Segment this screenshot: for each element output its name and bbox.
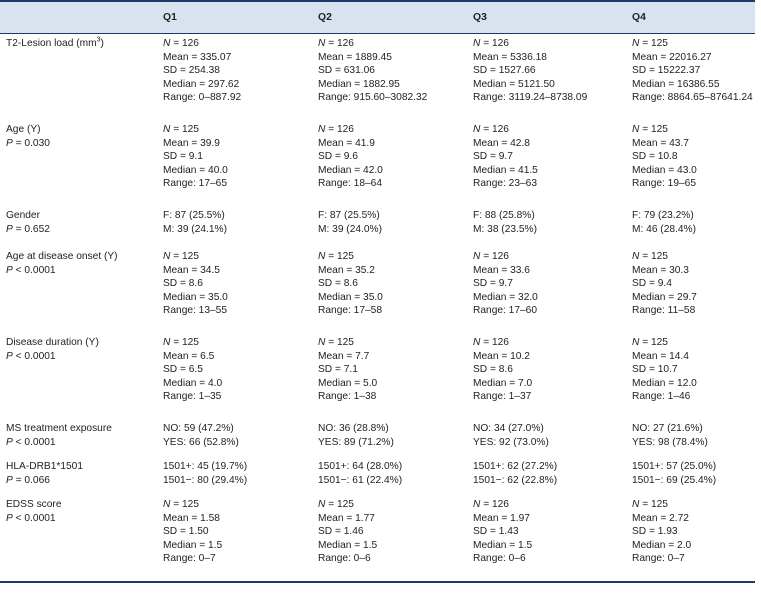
cell-line: Mean = 2.72 xyxy=(632,512,689,524)
cell-line: Mean = 34.5 xyxy=(163,264,220,276)
cell-line: N = 126 xyxy=(318,38,354,49)
cell-line: Median = 32.0 xyxy=(473,291,538,303)
cell-line: N = 125 xyxy=(632,251,668,262)
row-label-cell xyxy=(0,206,163,247)
cell-q1 xyxy=(163,206,318,247)
cell-q3 xyxy=(473,419,632,457)
cell-line: Median = 2.0 xyxy=(632,539,692,551)
cell-line: M: 38 (23.5%) xyxy=(473,223,537,235)
cell-line: N = 125 xyxy=(318,337,354,348)
cell-line: Range: 1–38 xyxy=(318,391,377,403)
cell-line: Range: 8864.65–87641.24 xyxy=(632,92,753,104)
cell-line: Range: 19–65 xyxy=(632,178,697,190)
cell-line: N = 126 xyxy=(473,251,509,262)
cell-line: Range: 17–60 xyxy=(473,305,538,317)
header-label-blank xyxy=(0,1,163,34)
cell-line: SD = 8.6 xyxy=(318,278,358,290)
cell-line: Mean = 41.9 xyxy=(318,137,375,149)
cell-q4 xyxy=(632,495,755,582)
cell-line: N = 126 xyxy=(473,124,509,135)
cell-line: N = 125 xyxy=(163,499,199,510)
cell-line: Range: 0–7 xyxy=(632,553,685,565)
cell-line: YES: 92 (73.0%) xyxy=(473,436,549,448)
cell-q4 xyxy=(632,206,755,247)
cell-line: Median = 16386.55 xyxy=(632,78,720,90)
row-label-cell xyxy=(0,120,163,206)
cell-line: SD = 9.6 xyxy=(318,151,358,163)
cell-line: Median = 29.7 xyxy=(632,291,697,303)
row-p-value: P = 0.066 xyxy=(6,474,50,486)
cell-line: YES: 98 (78.4%) xyxy=(632,436,708,448)
table-row xyxy=(0,206,755,247)
cell-line: Range: 23–63 xyxy=(473,178,538,190)
cell-line: NO: 59 (47.2%) xyxy=(163,423,234,434)
header-q3: Q3 xyxy=(473,1,632,34)
cell-q4 xyxy=(632,247,755,333)
cell-line: N = 126 xyxy=(473,337,509,348)
cell-q1 xyxy=(163,333,318,419)
cell-line: Range: 1–37 xyxy=(473,391,532,403)
cell-line: Median = 7.0 xyxy=(473,377,533,389)
row-label xyxy=(6,209,163,223)
row-label xyxy=(6,336,163,350)
cell-line: M: 39 (24.1%) xyxy=(163,223,227,235)
cell-line: Mean = 14.4 xyxy=(632,350,689,362)
cell-line: N = 126 xyxy=(163,38,199,49)
cell-q3 xyxy=(473,457,632,495)
header-row xyxy=(0,1,755,34)
cell-q2 xyxy=(318,120,473,206)
cell-line: Mean = 22016.27 xyxy=(632,51,712,63)
row-label-tail: ) xyxy=(100,38,104,49)
row-p-value: P < 0.0001 xyxy=(6,512,56,524)
cell-line: Median = 1.5 xyxy=(473,539,533,551)
cell-q4 xyxy=(632,120,755,206)
cell-line: 1501−: 62 (22.8%) xyxy=(473,474,558,486)
row-p-value: P < 0.0001 xyxy=(6,264,56,276)
row-label-cell xyxy=(0,333,163,419)
cell-line: Mean = 335.07 xyxy=(163,51,232,63)
row-label-cell xyxy=(0,495,163,582)
cell-line: Range: 0–887.92 xyxy=(163,92,242,104)
cell-line: Mean = 6.5 xyxy=(163,350,215,362)
cell-line: Range: 17–65 xyxy=(163,178,228,190)
cell-line: Median = 42.0 xyxy=(318,164,383,176)
cell-line: F: 87 (25.5%) xyxy=(163,210,225,221)
cell-line: SD = 1.46 xyxy=(318,526,364,538)
cell-line: SD = 10.7 xyxy=(632,364,678,376)
cell-q2 xyxy=(318,333,473,419)
row-label-cell xyxy=(0,457,163,495)
cell-line: SD = 7.1 xyxy=(318,364,358,376)
cell-line: SD = 1.43 xyxy=(473,526,519,538)
cell-line: SD = 9.4 xyxy=(632,278,672,290)
cell-line: Median = 5121.50 xyxy=(473,78,555,90)
cell-line: YES: 89 (71.2%) xyxy=(318,436,394,448)
cell-line: Mean = 30.3 xyxy=(632,264,689,276)
cell-q3 xyxy=(473,495,632,582)
row-label xyxy=(6,37,163,51)
cell-line: F: 88 (25.8%) xyxy=(473,210,535,221)
cell-line: Range: 0–6 xyxy=(473,553,526,565)
cell-line: 1501−: 69 (25.4%) xyxy=(632,474,717,486)
cell-line: Median = 35.0 xyxy=(163,291,228,303)
table-row xyxy=(0,120,755,206)
table-body xyxy=(0,34,755,583)
row-label-cell xyxy=(0,419,163,457)
cell-line: N = 126 xyxy=(318,124,354,135)
cell-line: N = 125 xyxy=(318,499,354,510)
row-label xyxy=(6,250,163,264)
row-label-text: Age at disease onset (Y) xyxy=(6,251,118,262)
cell-line: Range: 18–64 xyxy=(318,178,383,190)
cell-line: Mean = 33.6 xyxy=(473,264,530,276)
cell-line: N = 125 xyxy=(163,124,199,135)
table-row xyxy=(0,333,755,419)
cell-line: Mean = 1889.45 xyxy=(318,51,392,63)
cell-line: 1501+: 62 (27.2%) xyxy=(473,461,558,472)
cell-line: SD = 8.6 xyxy=(473,364,513,376)
cell-line: F: 79 (23.2%) xyxy=(632,210,694,221)
cell-q3 xyxy=(473,34,632,121)
cell-line: SD = 1.50 xyxy=(163,526,209,538)
row-label xyxy=(6,498,163,512)
row-label-text: EDSS score xyxy=(6,499,62,510)
cell-line: M: 46 (28.4%) xyxy=(632,223,696,235)
cell-line: Median = 41.5 xyxy=(473,164,538,176)
cell-line: N = 125 xyxy=(632,337,668,348)
cell-line: N = 125 xyxy=(318,251,354,262)
row-label-text: MS treatment exposure xyxy=(6,423,112,434)
row-label-text: T2-Lesion load (mm xyxy=(6,38,97,49)
row-label-text: HLA-DRB1*1501 xyxy=(6,461,84,472)
cell-line: Mean = 5336.18 xyxy=(473,51,547,63)
cell-q1 xyxy=(163,34,318,121)
cell-line: M: 39 (24.0%) xyxy=(318,223,382,235)
table-row xyxy=(0,247,755,333)
cell-line: Mean = 35.2 xyxy=(318,264,375,276)
cell-q2 xyxy=(318,495,473,582)
cell-q2 xyxy=(318,34,473,121)
row-label-text: Disease duration (Y) xyxy=(6,337,99,348)
cell-line: SD = 8.6 xyxy=(163,278,203,290)
cell-line: SD = 15222.37 xyxy=(632,65,701,77)
cell-q2 xyxy=(318,419,473,457)
cell-line: Median = 5.0 xyxy=(318,377,378,389)
cell-line: Median = 12.0 xyxy=(632,377,697,389)
cell-q1 xyxy=(163,457,318,495)
cell-q1 xyxy=(163,247,318,333)
cell-q3 xyxy=(473,333,632,419)
cell-q4 xyxy=(632,419,755,457)
cell-line: Median = 297.62 xyxy=(163,78,240,90)
cell-line: Median = 35.0 xyxy=(318,291,383,303)
cell-line: F: 87 (25.5%) xyxy=(318,210,380,221)
cell-line: Mean = 7.7 xyxy=(318,350,370,362)
cell-line: SD = 9.7 xyxy=(473,151,513,163)
cell-line: 1501−: 61 (22.4%) xyxy=(318,474,403,486)
header-q4: Q4 xyxy=(632,1,755,34)
row-label-superscript: 3 xyxy=(96,36,101,44)
cell-line: SD = 631.06 xyxy=(318,65,375,77)
row-label-text: Age (Y) xyxy=(6,124,41,135)
cell-q2 xyxy=(318,247,473,333)
cell-line: Median = 1882.95 xyxy=(318,78,400,90)
cell-q1 xyxy=(163,419,318,457)
row-label-cell xyxy=(0,34,163,121)
cell-q3 xyxy=(473,120,632,206)
cell-line: NO: 34 (27.0%) xyxy=(473,423,544,434)
cell-line: N = 125 xyxy=(163,337,199,348)
cell-line: Range: 3119.24–8738.09 xyxy=(473,92,588,104)
cell-line: SD = 9.1 xyxy=(163,151,203,163)
cell-line: 1501+: 45 (19.7%) xyxy=(163,461,248,472)
cell-line: Range: 0–7 xyxy=(163,553,216,565)
table-row xyxy=(0,34,755,121)
cell-line: Mean = 10.2 xyxy=(473,350,530,362)
cell-line: Mean = 1.97 xyxy=(473,512,530,524)
header-q2: Q2 xyxy=(318,1,473,34)
cell-line: YES: 66 (52.8%) xyxy=(163,436,239,448)
cell-line: 1501+: 64 (28.0%) xyxy=(318,461,403,472)
cell-line: Range: 17–58 xyxy=(318,305,383,317)
row-label xyxy=(6,123,163,137)
cell-q2 xyxy=(318,457,473,495)
cell-q1 xyxy=(163,120,318,206)
cell-line: Median = 40.0 xyxy=(163,164,228,176)
cell-q1 xyxy=(163,495,318,582)
row-label xyxy=(6,422,163,436)
row-p-value: P = 0.030 xyxy=(6,137,50,149)
cell-line: SD = 1527.66 xyxy=(473,65,536,77)
cell-line: Median = 4.0 xyxy=(163,377,223,389)
cell-line: Mean = 1.58 xyxy=(163,512,220,524)
cell-line: Mean = 43.7 xyxy=(632,137,689,149)
cell-line: Range: 915.60–3082.32 xyxy=(318,92,428,104)
table-row xyxy=(0,495,755,582)
cell-line: SD = 9.7 xyxy=(473,278,513,290)
row-p-value: P < 0.0001 xyxy=(6,350,56,362)
cell-line: Mean = 39.9 xyxy=(163,137,220,149)
cell-line: Median = 1.5 xyxy=(163,539,223,551)
cell-q4 xyxy=(632,333,755,419)
cell-line: NO: 36 (28.8%) xyxy=(318,423,389,434)
cell-q2 xyxy=(318,206,473,247)
cell-line: Median = 43.0 xyxy=(632,164,697,176)
cell-line: N = 126 xyxy=(473,38,509,49)
cell-line: NO: 27 (21.6%) xyxy=(632,423,703,434)
cell-line: SD = 1.93 xyxy=(632,526,678,538)
cell-line: N = 125 xyxy=(632,38,668,49)
cell-line: SD = 254.38 xyxy=(163,65,220,77)
table-row xyxy=(0,419,755,457)
row-p-value: P = 0.652 xyxy=(6,223,50,235)
row-label-cell xyxy=(0,247,163,333)
header-q1: Q1 xyxy=(163,1,318,34)
cell-line: Mean = 1.77 xyxy=(318,512,375,524)
cell-line: SD = 10.8 xyxy=(632,151,678,163)
cell-q4 xyxy=(632,457,755,495)
cell-line: Range: 13–55 xyxy=(163,305,228,317)
cell-q3 xyxy=(473,247,632,333)
row-label-text: Gender xyxy=(6,210,40,221)
cell-q4 xyxy=(632,34,755,121)
cell-line: Range: 0–6 xyxy=(318,553,371,565)
cell-line: 1501−: 80 (29.4%) xyxy=(163,474,248,486)
cell-line: N = 126 xyxy=(473,499,509,510)
table-row xyxy=(0,457,755,495)
cell-line: SD = 6.5 xyxy=(163,364,203,376)
row-p-value: P < 0.0001 xyxy=(6,436,56,448)
cell-q3 xyxy=(473,206,632,247)
cell-line: Mean = 42.8 xyxy=(473,137,530,149)
cell-line: 1501+: 57 (25.0%) xyxy=(632,461,717,472)
row-label xyxy=(6,460,163,474)
cell-line: Range: 1–35 xyxy=(163,391,222,403)
cell-line: Range: 11–58 xyxy=(632,305,696,317)
cell-line: Range: 1–46 xyxy=(632,391,691,403)
cell-line: N = 125 xyxy=(632,124,668,135)
cell-line: N = 125 xyxy=(163,251,199,262)
cell-line: N = 125 xyxy=(632,499,668,510)
cell-line: Median = 1.5 xyxy=(318,539,378,551)
